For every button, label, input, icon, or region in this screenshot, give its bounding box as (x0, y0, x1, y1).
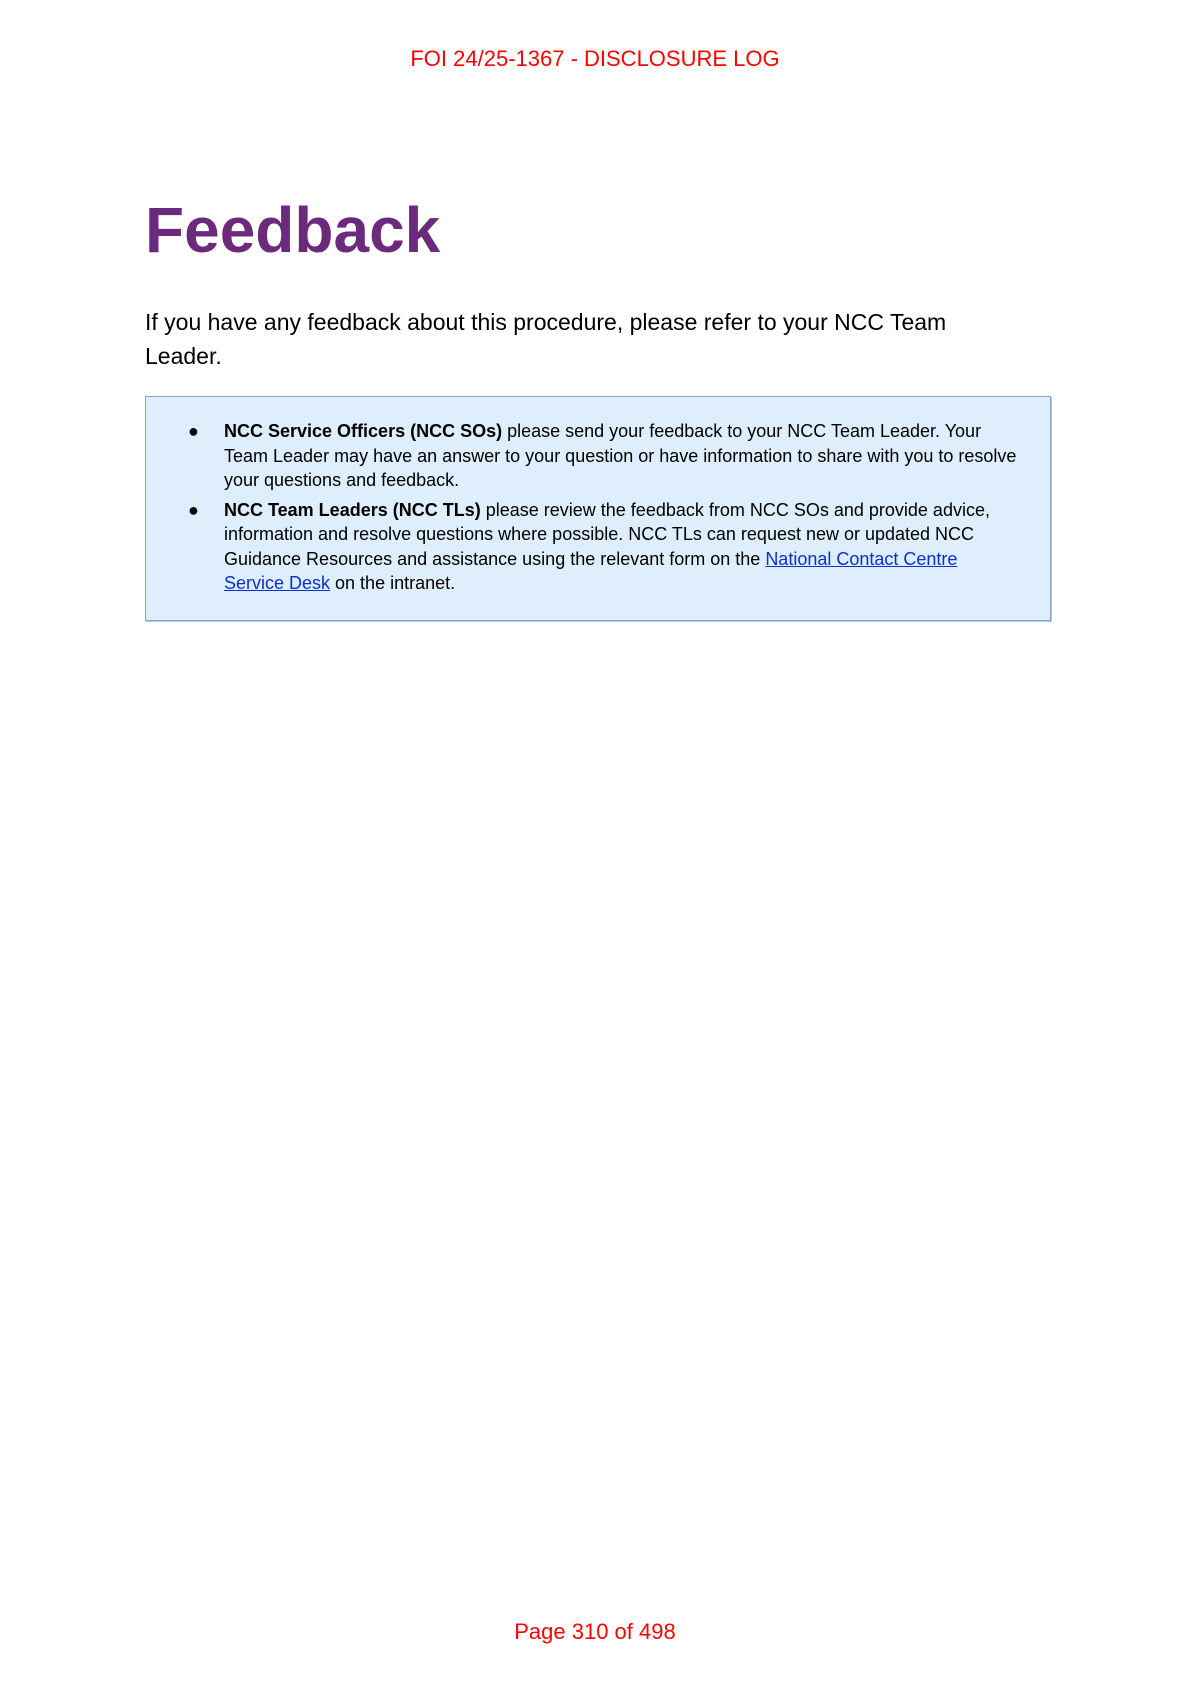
list-item-text-after: on the intranet. (330, 573, 456, 593)
disclosure-log-reference: FOI 24/25-1367 - DISCLOSURE LOG (410, 46, 780, 71)
bullet-icon: ● (188, 421, 199, 441)
page-number: Page 310 of 498 (514, 1619, 676, 1644)
feedback-list (146, 397, 1050, 596)
list-item-text: please send your feedback to your NCC Team Leader. Your Team Leader may have an answer to your question or have information to share with you to resolve your questions and feedback. (224, 421, 1017, 490)
feedback-callout-box (145, 396, 1051, 621)
service-desk-link[interactable]: National Contact Centre Service Desk (224, 548, 958, 593)
page-title: Feedback (145, 194, 441, 266)
list-item-service-officers (188, 419, 1020, 493)
intro-paragraph: If you have any feedback about this procedure, please refer to your NCC Team Leader. (145, 309, 947, 369)
bullet-icon: ● (188, 499, 199, 520)
list-item-team-leaders (188, 498, 1020, 596)
list-item-term: NCC Team Leaders (NCC TLs) (224, 499, 481, 520)
list-item-term: NCC Service Officers (NCC SOs) (224, 421, 503, 441)
list-item-text: please review the feedback from NCC SOs and provide advice, information and resolve questions where possible. NCC TLs can request new or updated NCC Guidance Resources and assistance using the relevant form on the (224, 499, 990, 569)
